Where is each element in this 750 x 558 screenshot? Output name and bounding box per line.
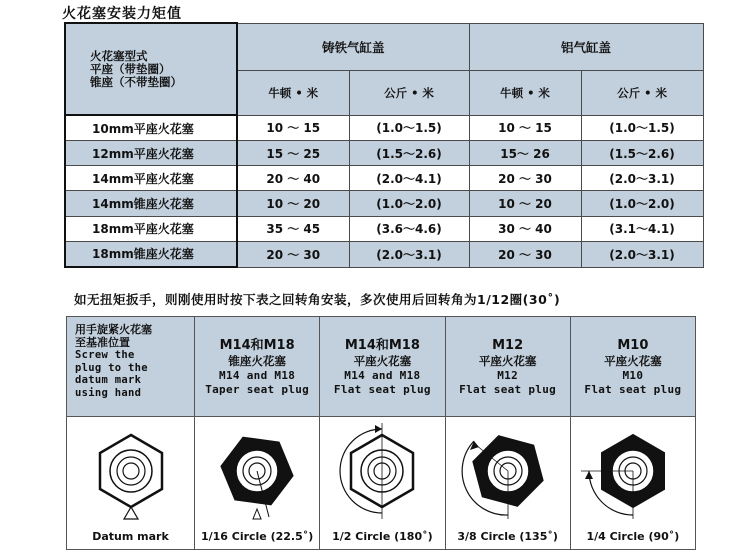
hex-plug-icon	[71, 423, 191, 523]
torque-value-cell: 10 ～ 20	[237, 191, 349, 216]
header-en-1: Screw the	[75, 349, 135, 361]
aluminum-head-header: 铝气缸盖	[469, 23, 703, 70]
header-en-2: Flat seat plug	[333, 382, 431, 396]
header-zh-1: M14和M18	[344, 337, 420, 353]
torque-table-title: 火花塞安装力矩值	[62, 6, 182, 22]
torque-value-cell: (3.1～4.1)	[581, 216, 703, 241]
diagram-cell	[446, 417, 570, 549]
torque-value-cell: (2.0～3.1)	[581, 241, 703, 267]
torque-table	[64, 22, 704, 268]
header-zh-2: 至基准位置	[75, 336, 130, 349]
column-header	[195, 317, 319, 417]
taper-seat-column	[195, 317, 320, 549]
torque-value-cell: 10 ～ 15	[237, 115, 349, 141]
plug-type-label: 火花塞型式	[90, 48, 148, 63]
table-row	[65, 166, 703, 191]
angle-table-title: 如无扭矩扳手，则刚使用时按下表之回转角安装，多次使用后回转角为1/12圈(30˚)	[74, 292, 561, 307]
torque-value-cell: (1.5～2.6)	[581, 141, 703, 166]
header-zh-2: 平座火花塞	[604, 353, 662, 368]
flat-seat-m12-column	[446, 317, 571, 549]
torque-value-cell: 15～ 26	[469, 141, 581, 166]
rotation-1-4-icon	[573, 423, 693, 523]
datum-column	[67, 317, 195, 549]
unit-header: 公斤 • 米	[349, 70, 469, 115]
diagram-caption: 3/8 Circle (135˚)	[457, 530, 558, 543]
table-row	[65, 115, 703, 141]
torque-value-cell: 20 ～ 30	[469, 241, 581, 267]
header-en-2: Flat seat plug	[459, 382, 557, 396]
plug-type-cell: 14mm平座火花塞	[65, 166, 237, 191]
column-header	[571, 317, 695, 417]
torque-value-cell: 35 ～ 45	[237, 216, 349, 241]
diagram-caption: 1/16 Circle (22.5˚)	[200, 530, 314, 543]
flat-seat-m14-m18-column	[320, 317, 445, 549]
rotation-angle-table	[66, 316, 696, 550]
plug-type-header	[65, 23, 237, 115]
torque-value-cell: (2.0～4.1)	[349, 166, 469, 191]
torque-value-cell: (2.0～3.1)	[581, 166, 703, 191]
header-zh-1: M10	[617, 337, 649, 353]
diagram-cell	[67, 417, 194, 549]
torque-value-cell: (1.0～1.5)	[581, 115, 703, 141]
header-en-2: Flat seat plug	[584, 382, 682, 396]
header-en-1: M14 and M18	[344, 368, 421, 382]
header-zh-2: 锥座火花塞	[228, 353, 286, 368]
torque-value-cell: (3.6～4.6)	[349, 216, 469, 241]
header-en-1: M12	[497, 368, 519, 382]
torque-value-cell: (1.0～1.5)	[349, 115, 469, 141]
table-row	[65, 191, 703, 216]
torque-value-cell: 20 ～ 30	[237, 241, 349, 267]
plug-type-cell: 12mm平座火花塞	[65, 141, 237, 166]
torque-value-cell: (1.5～2.6)	[349, 141, 469, 166]
unit-header: 牛顿 • 米	[237, 70, 349, 115]
flat-seat-m10-column	[571, 317, 695, 549]
rotation-1-2-icon	[322, 423, 442, 523]
header-zh-2: 平座火花塞	[478, 353, 537, 368]
diagram-cell	[320, 417, 444, 549]
header-en-3: datum mark	[75, 374, 142, 386]
torque-value-cell: 10 ～ 15	[469, 115, 581, 141]
torque-value-cell: 10 ～ 20	[469, 191, 581, 216]
unit-header: 牛顿 • 米	[469, 70, 581, 115]
diagram-caption: 1/4 Circle (90˚)	[586, 530, 680, 543]
header-zh-1: 用手旋紧火花塞	[75, 323, 152, 336]
torque-value-cell: 30 ～ 40	[469, 216, 581, 241]
torque-value-cell: (2.0～3.1)	[349, 241, 469, 267]
taper-seat-label: 锥座（不带垫圈）	[90, 74, 182, 89]
column-header	[320, 317, 444, 417]
header-en-2: plug to the	[75, 361, 148, 374]
diagram-caption: 1/2 Circle (180˚)	[332, 530, 433, 543]
column-header	[67, 317, 194, 417]
header-zh-1: M14和M18	[219, 337, 295, 353]
header-en-1: M14 and M18	[219, 368, 296, 382]
header-zh-2: 平座火花塞	[353, 353, 412, 368]
table-row	[65, 141, 703, 166]
torque-value-cell: (1.0～2.0)	[581, 191, 703, 216]
column-header	[446, 317, 570, 417]
torque-value-cell: 20 ～ 30	[469, 166, 581, 191]
flat-seat-label: 平座（带垫圈）	[90, 61, 171, 76]
header-en-1: M10	[622, 368, 644, 382]
table-row	[65, 216, 703, 241]
header-en-2: Taper seat plug	[205, 382, 310, 396]
diagram-caption: Datum mark	[92, 530, 169, 543]
plug-type-cell: 18mm锥座火花塞	[65, 241, 237, 267]
diagram-cell	[571, 417, 695, 549]
header-zh-1: M12	[492, 337, 524, 353]
plug-type-cell: 14mm锥座火花塞	[65, 191, 237, 216]
torque-value-cell: 20 ～ 40	[237, 166, 349, 191]
rotation-3-8-icon	[448, 423, 568, 523]
cast-iron-head-header: 铸铁气缸盖	[237, 23, 469, 70]
torque-value-cell: (1.0～2.0)	[349, 191, 469, 216]
unit-header: 公斤 • 米	[581, 70, 703, 115]
plug-type-cell: 18mm平座火花塞	[65, 216, 237, 241]
torque-value-cell: 15 ～ 25	[237, 141, 349, 166]
header-en-4: using hand	[75, 386, 142, 399]
diagram-cell	[195, 417, 319, 549]
table-row	[65, 241, 703, 267]
plug-type-cell: 10mm平座火花塞	[65, 115, 237, 141]
rotation-1-16-icon	[197, 423, 317, 523]
